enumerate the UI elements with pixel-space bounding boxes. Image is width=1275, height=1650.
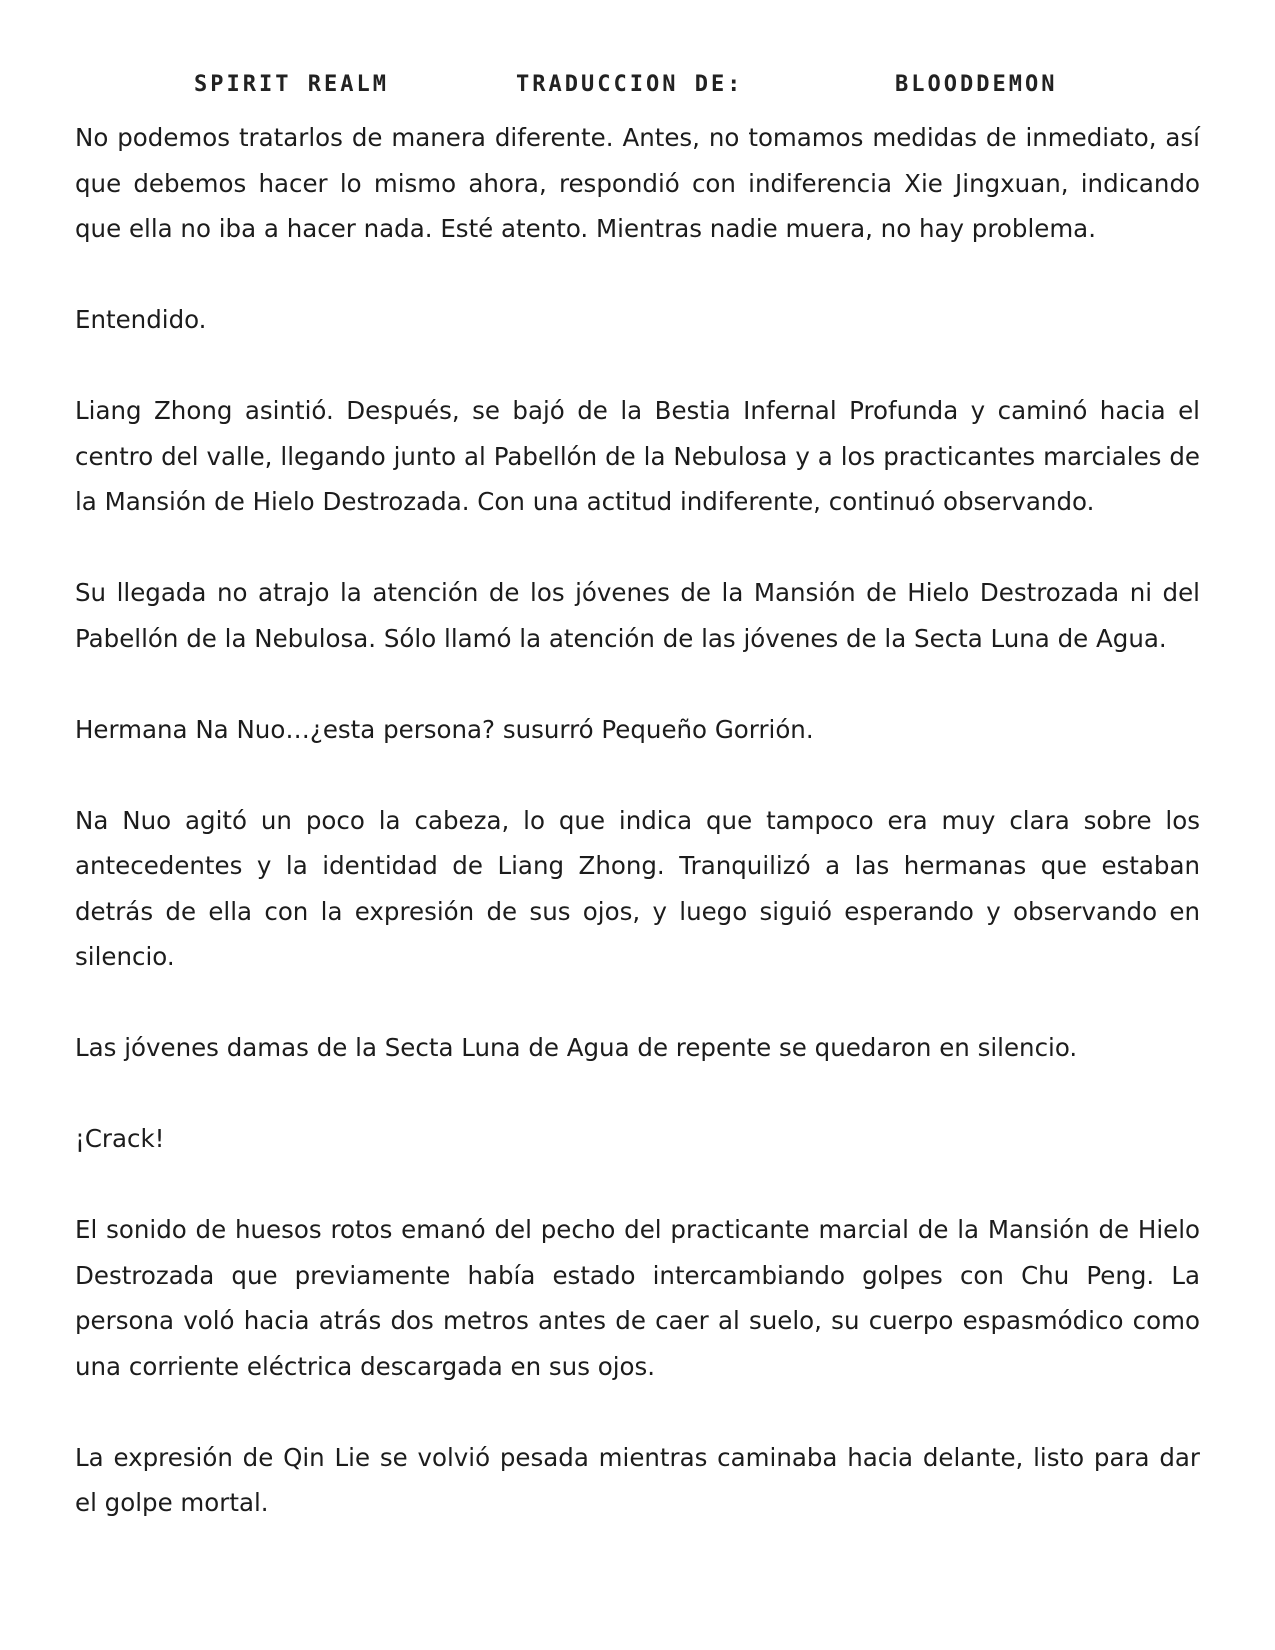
paragraph: La expresión de Qin Lie se volvió pesada mientras caminaba hacia delante, listo para dar el golpe mortal. [75, 1442, 1200, 1517]
paragraph: Entendido. [75, 305, 207, 334]
paragraph: Las jóvenes damas de la Secta Luna de Agua de repente se quedaron en silencio. [75, 1033, 1078, 1062]
document-body [75, 115, 1200, 1571]
paragraph: El sonido de huesos rotos emanó del pecho del practicante marcial de la Mansión de Hielo Destrozada que previamente había estado intercambiando golpes con Chu Peng. La persona voló hacia atrás dos metros antes de caer al suelo, su cuerpo espasmódico como una corriente eléctrica descargada en sus ojos. [75, 1215, 1200, 1381]
paragraph: Su llegada no atrajo la atención de los jóvenes de la Mansión de Hielo Destrozada ni del Pabellón de la Nebulosa. Sólo llamó la atención de las jóvenes de la Secta Luna de Agua. [75, 578, 1200, 653]
header-translation-label: TRADUCCION DE: [516, 72, 744, 97]
paragraph: Na Nuo agitó un poco la cabeza, lo que indica que tampoco era muy clara sobre los antecedentes y la identidad de Liang Zhong. Tranquilizó a las hermanas que estaban detrás de ella con la expresión de sus ojos, y luego siguió esperando y observando en silencio. [75, 805, 1200, 971]
header-translator-name: BLOODDEMON [895, 72, 1058, 97]
paragraph: No podemos tratarlos de manera diferente. Antes, no tomamos medidas de inmediato, así que debemos hacer lo mismo ahora, respondió con indiferencia Xie Jingxuan, indicando que ella no iba a hacer nada. Esté atento. Mientras nadie muera, no hay problema. [75, 123, 1200, 243]
paragraph: ¡Crack! [75, 1124, 165, 1153]
paragraph: Liang Zhong asintió. Después, se bajó de la Bestia Infernal Profunda y caminó hacia el centro del valle, llegando junto al Pabellón de la Nebulosa y a los practicantes marciales de la Mansión de Hielo Destrozada. Con una actitud indiferente, continuó observando. [75, 396, 1200, 516]
header-series-title: SPIRIT REALM [194, 72, 389, 97]
page-header [0, 72, 1275, 112]
paragraph: Hermana Na Nuo…¿esta persona? susurró Pequeño Gorrión. [75, 714, 814, 744]
